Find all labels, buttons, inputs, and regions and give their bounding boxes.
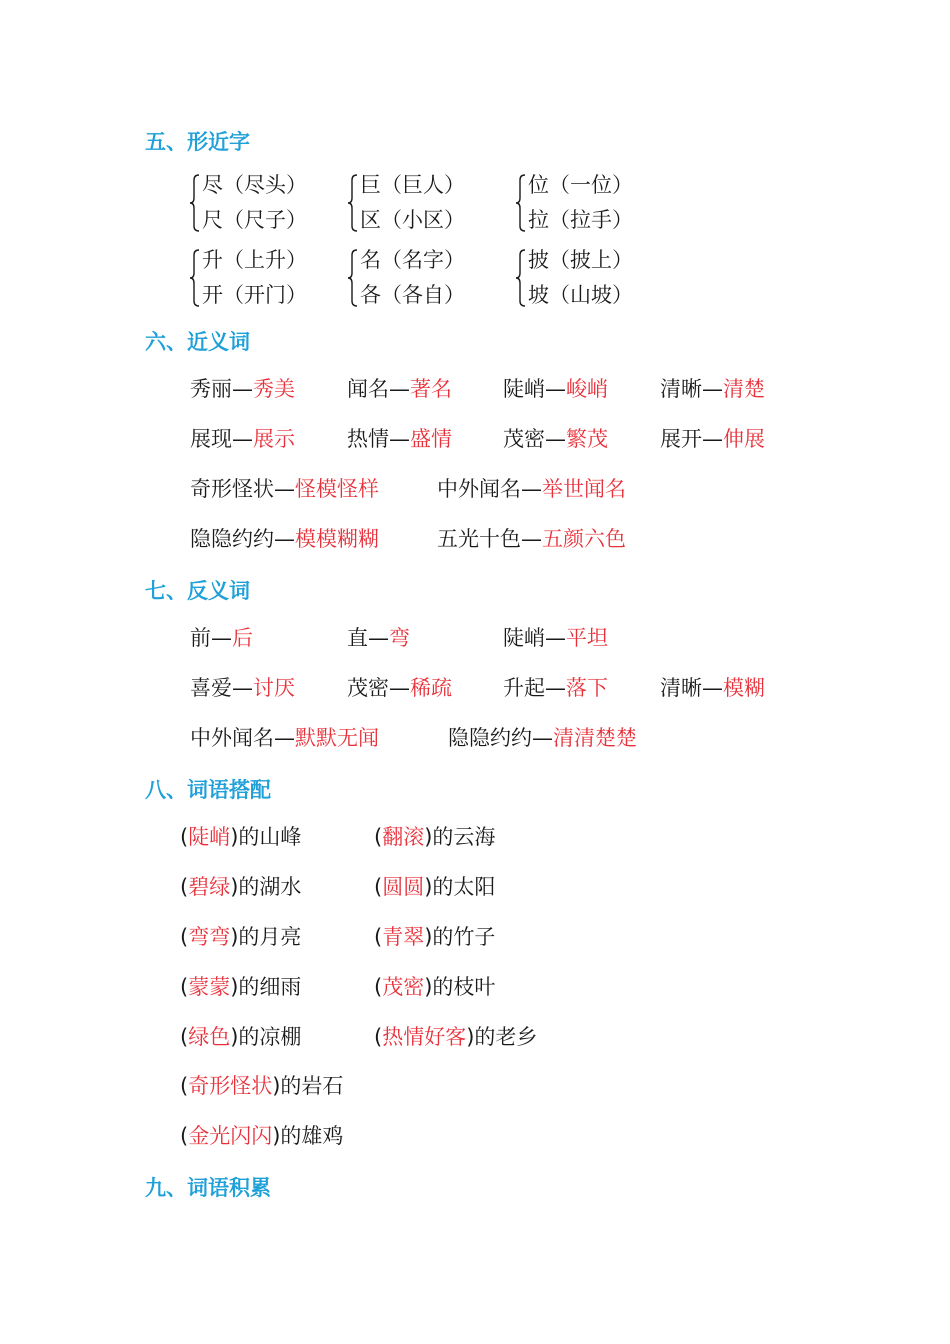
brace-icon	[190, 174, 200, 232]
section-title-fanyici: 七、反义词	[145, 579, 250, 603]
char-pair-line: 名（名字）	[360, 248, 465, 272]
collocation-item: (圆圆)的太阳	[374, 875, 496, 899]
synonym-item: 清晰—清楚	[660, 377, 765, 401]
char-pair-line: 各（各自）	[360, 283, 465, 307]
brace-icon	[348, 174, 358, 232]
char-pair-line: 尺（尺子）	[202, 208, 307, 232]
synonym-item: 展现—展示	[190, 427, 295, 451]
char-pair-group	[516, 172, 646, 242]
synonym-item: 茂密—繁茂	[503, 427, 608, 451]
section-title-jilei: 九、词语积累	[145, 1176, 271, 1200]
section-title-jinyici: 六、近义词	[145, 330, 250, 354]
char-pair-group	[348, 172, 478, 242]
synonym-item: 展开—伸展	[660, 427, 765, 451]
char-pair-group	[190, 247, 320, 317]
synonym-item: 陡峭—峻峭	[503, 377, 608, 401]
brace-icon	[516, 249, 526, 307]
char-pair-group	[348, 247, 478, 317]
synonym-item: 秀丽—秀美	[190, 377, 295, 401]
char-pair-line: 位（一位）	[528, 173, 633, 197]
collocation-item: (茂密)的枝叶	[374, 975, 496, 999]
char-pair-line: 拉（拉手）	[528, 208, 633, 232]
collocation-item: (陡峭)的山峰	[180, 825, 302, 849]
antonym-item: 中外闻名—默默无闻	[190, 726, 379, 750]
antonym-item: 前—后	[190, 626, 253, 650]
char-pair-line: 开（开门）	[202, 283, 307, 307]
section-title-dapei: 八、词语搭配	[145, 778, 271, 802]
synonym-item: 五光十色—五颜六色	[437, 527, 626, 551]
section-title-xingjinzi: 五、形近字	[145, 130, 250, 154]
synonym-item: 奇形怪状—怪模怪样	[190, 477, 379, 501]
collocation-item: (弯弯)的月亮	[180, 925, 302, 949]
collocation-item: (翻滚)的云海	[374, 825, 496, 849]
collocation-item: (奇形怪状)的岩石	[180, 1074, 344, 1098]
synonym-item: 闻名—著名	[347, 377, 452, 401]
char-pair-group	[190, 172, 320, 242]
antonym-item: 喜爱—讨厌	[190, 676, 295, 700]
antonym-item: 升起—落下	[503, 676, 608, 700]
antonym-item: 直—弯	[347, 626, 410, 650]
collocation-item: (金光闪闪)的雄鸡	[180, 1124, 344, 1148]
collocation-item: (热情好客)的老乡	[374, 1025, 538, 1049]
char-pair-line: 尽（尽头）	[202, 173, 307, 197]
char-pair-line: 坡（山坡）	[528, 283, 633, 307]
brace-icon	[190, 249, 200, 307]
collocation-item: (青翠)的竹子	[374, 925, 496, 949]
synonym-item: 中外闻名—举世闻名	[437, 477, 626, 501]
char-pair-line: 披（披上）	[528, 248, 633, 272]
antonym-item: 陡峭—平坦	[503, 626, 608, 650]
synonym-item: 隐隐约约—模模糊糊	[190, 527, 379, 551]
brace-icon	[348, 249, 358, 307]
antonym-item: 隐隐约约—清清楚楚	[448, 726, 637, 750]
collocation-item: (绿色)的凉棚	[180, 1025, 302, 1049]
char-pair-line: 巨（巨人）	[360, 173, 465, 197]
antonym-item: 茂密—稀疏	[347, 676, 452, 700]
char-pair-group	[516, 247, 646, 317]
brace-icon	[516, 174, 526, 232]
char-pair-line: 区（小区）	[360, 208, 465, 232]
char-pair-line: 升（上升）	[202, 248, 307, 272]
antonym-item: 清晰—模糊	[660, 676, 765, 700]
synonym-item: 热情—盛情	[347, 427, 452, 451]
collocation-item: (蒙蒙)的细雨	[180, 975, 302, 999]
collocation-item: (碧绿)的湖水	[180, 875, 302, 899]
